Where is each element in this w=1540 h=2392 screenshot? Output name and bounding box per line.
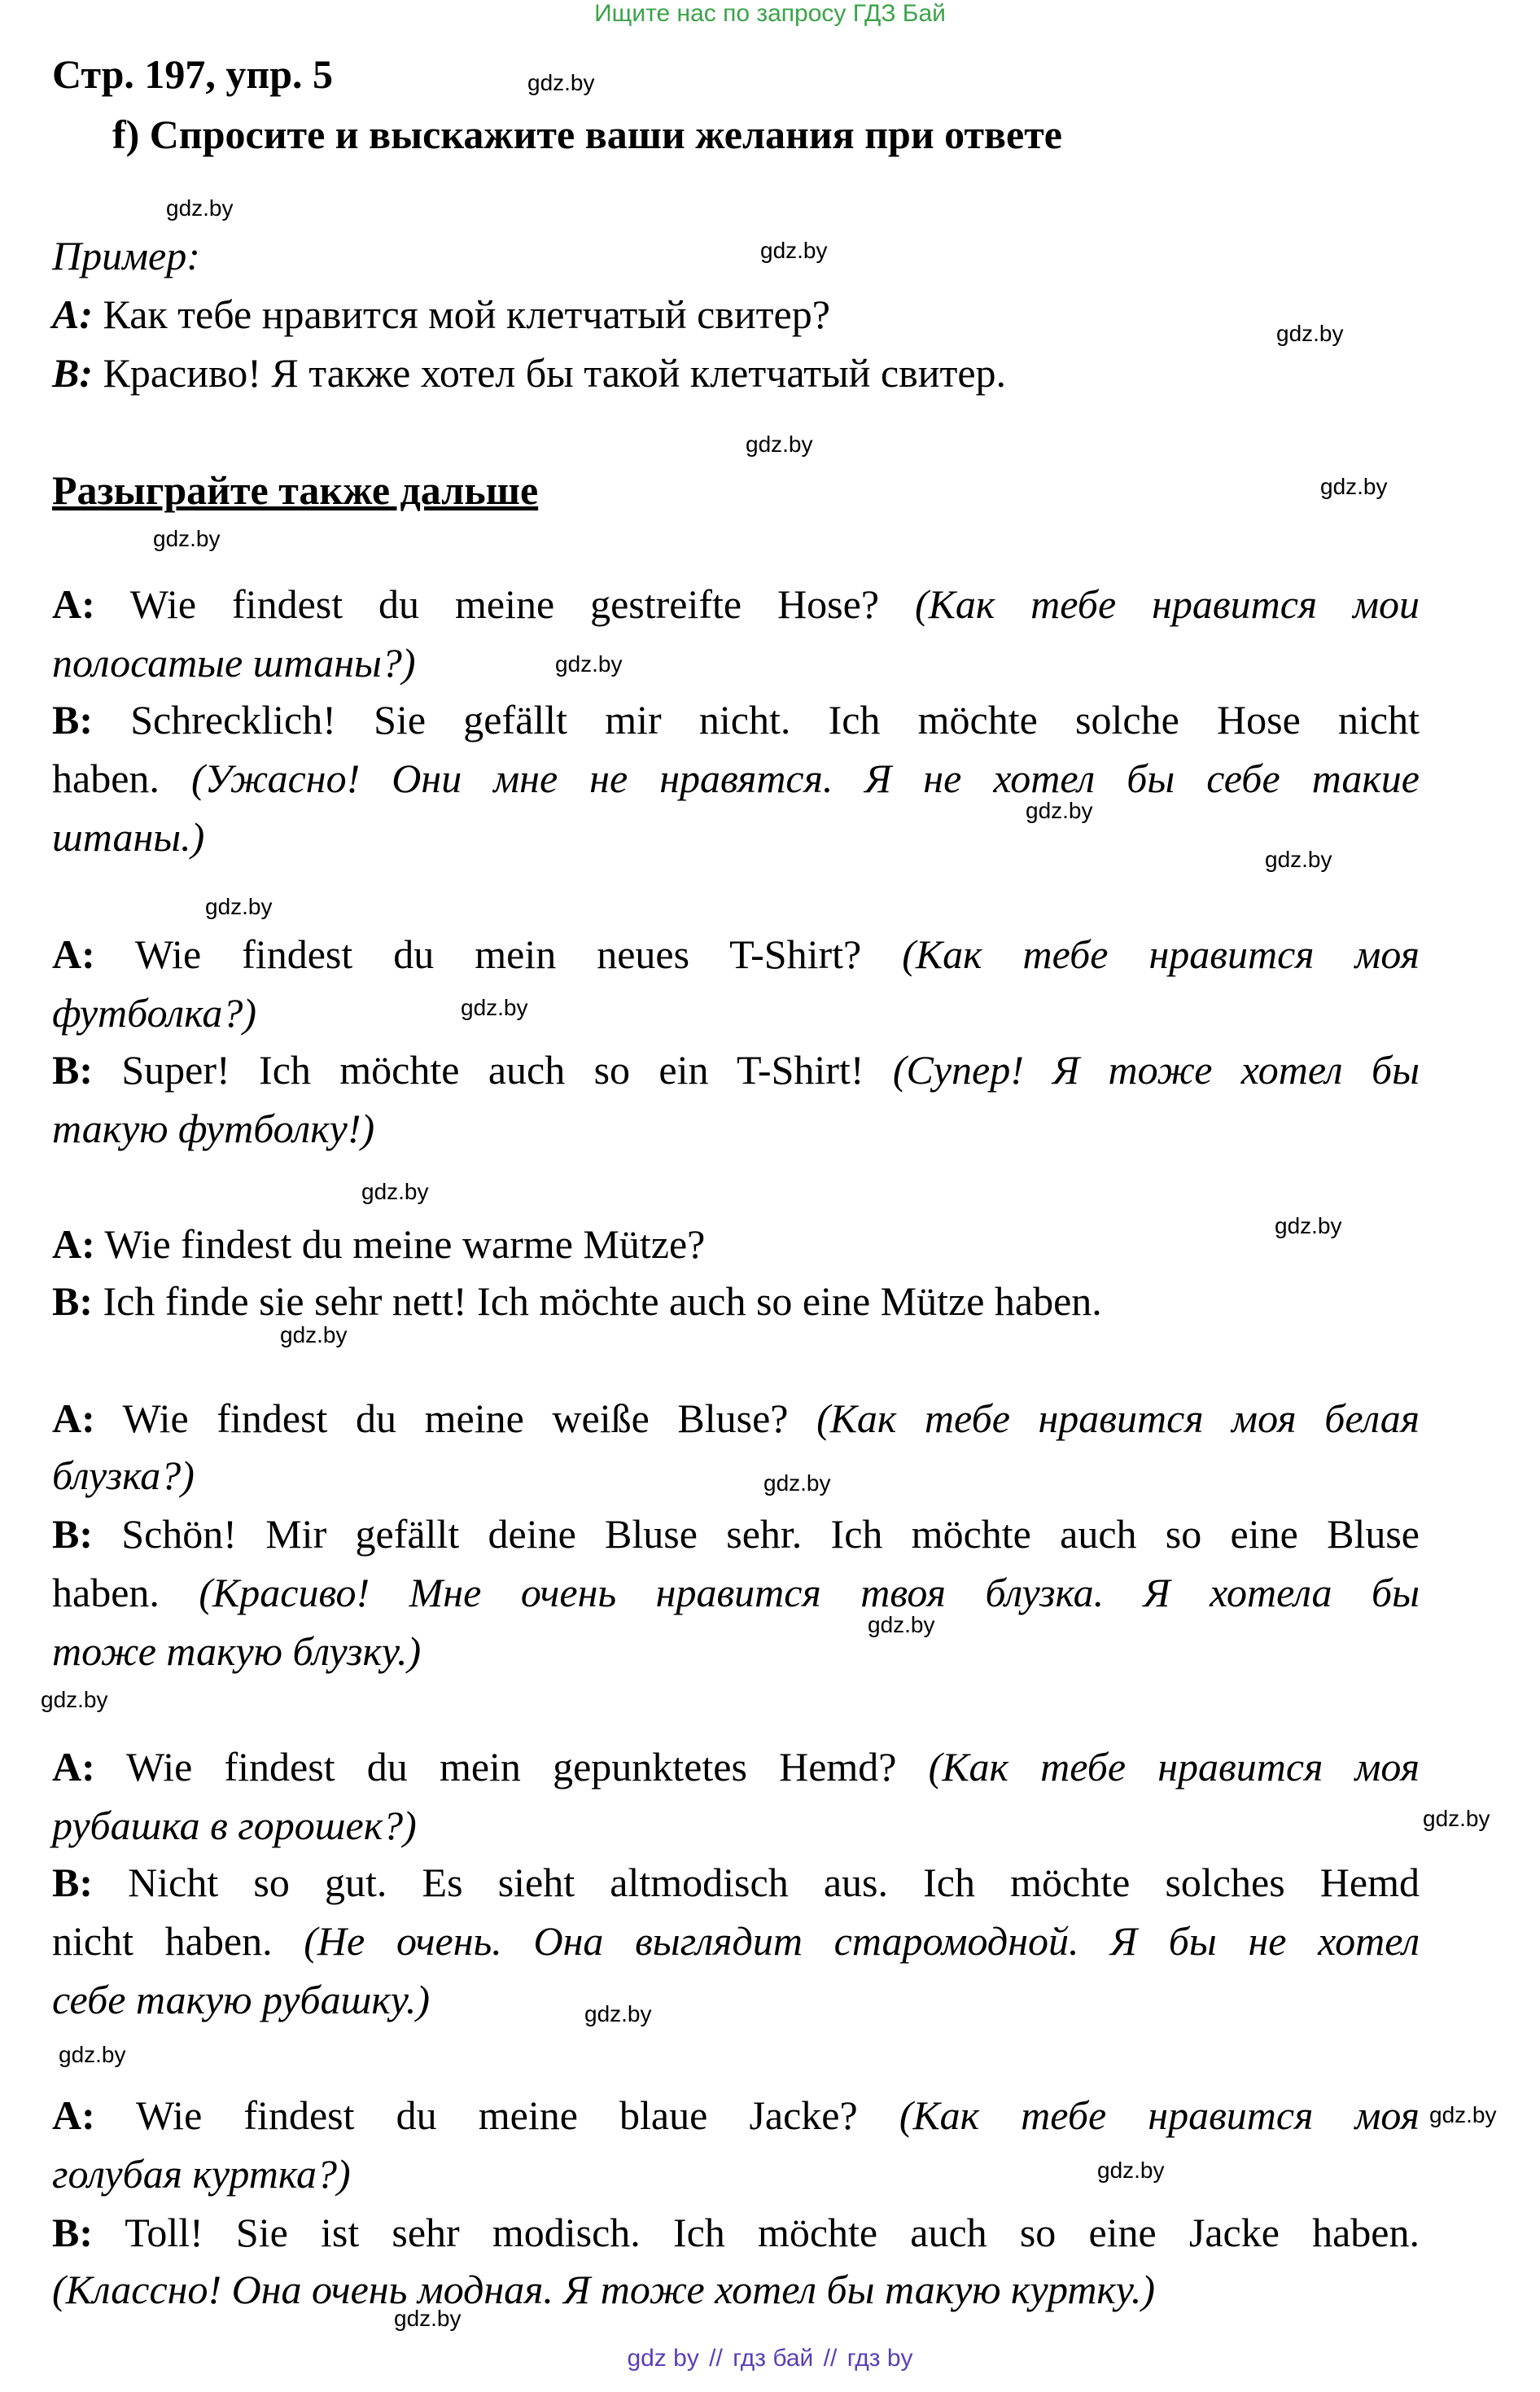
german-text: Wie findest du meine weiße Bluse? <box>94 1395 817 1441</box>
german-text: Toll! Sie ist sehr modisch. Ich möchte auch so eine Jacke haben. <box>93 2210 1420 2255</box>
speaker-b-label: B: <box>52 1047 93 1093</box>
watermark: gdz.by <box>760 238 828 263</box>
watermark: gdz.by <box>868 1612 935 1637</box>
german-text: Nicht so gut. Es sieht altmodisch aus. Ich möchte solches Hemd <box>93 1860 1420 1905</box>
russian-translation: (Как тебе нравится моя <box>928 1744 1420 1790</box>
watermark: gdz.by <box>166 195 234 221</box>
speaker-b-label: B: <box>52 1278 93 1324</box>
watermark: gdz.by <box>555 651 623 677</box>
speaker-b-label: B: <box>52 697 93 743</box>
dialog-2-b-line-1 <box>52 1040 1420 1099</box>
dialog-5-b-line-3: себе такую рубашку.) <box>52 1977 430 2022</box>
example-line-a <box>52 285 1420 344</box>
russian-translation: (Ужасно! Они мне не нравятся. Я не хотел бы себе такие <box>190 756 1420 801</box>
dialog-4-b-line-3: тоже такую блузку.) <box>52 1628 422 1674</box>
watermark: gdz.by <box>1276 321 1344 346</box>
bottom-banner-item[interactable]: гдз бай <box>733 2345 814 2372</box>
example-a-text: Как тебе нравится мой клетчатый свитер? <box>93 291 830 337</box>
german-text: Schön! Mir gefällt deine Bluse sehr. Ich möchte auch so eine Bluse <box>93 1511 1420 1557</box>
german-text: Wie findest du meine warme Mütze? <box>94 1221 706 1267</box>
german-text: Wie findest du meine blaue Jacke? <box>94 2092 899 2138</box>
bottom-banner-item[interactable]: гдз by <box>847 2345 913 2372</box>
dialog-2-b-line-2: такую футболку!) <box>52 1106 375 1151</box>
dialog-6-a-line-1 <box>52 2086 1420 2144</box>
german-text: Schrecklich! Sie gefällt mir nicht. Ich möchte solche Hose nicht <box>93 697 1420 743</box>
watermark: gdz.by <box>205 894 273 919</box>
watermark: gdz.by <box>746 432 813 457</box>
watermark: gdz.by <box>1265 847 1332 872</box>
german-text: Ich finde sie sehr nett! Ich möchte auch so eine Mütze haben. <box>93 1278 1102 1324</box>
watermark: gdz.by <box>1429 2102 1497 2127</box>
example-label: Пример: <box>52 233 200 278</box>
watermark: gdz.by <box>1026 798 1093 823</box>
dialog-5-a-line-1 <box>52 1737 1420 1796</box>
speaker-a-label: A: <box>52 1221 95 1267</box>
dialog-6-a-line-2: голубая куртка?) <box>52 2151 351 2197</box>
speaker-a-label: A: <box>52 931 95 977</box>
dialog-3-a-line-1 <box>52 1215 1420 1273</box>
russian-translation: (Как тебе нравится моя <box>899 2092 1420 2138</box>
russian-translation: (Как тебе нравится мои <box>914 581 1420 627</box>
page-title: Стр. 197, упр. 5 <box>52 51 334 97</box>
dialog-4-b-line-1 <box>52 1505 1420 1563</box>
dialog-1-b-line-3: штаны.) <box>52 814 205 860</box>
german-text: haben. <box>52 1570 199 1615</box>
exercise-subtitle: f) Спросите и выскажите ваши желания при ответе <box>112 112 1062 157</box>
speaker-a-label: A: <box>52 2092 95 2138</box>
russian-translation: (Как тебе нравится моя белая <box>816 1395 1420 1441</box>
russian-translation: (Не очень. Она выглядит старомодной. Я бы не хотел <box>304 1918 1420 1964</box>
watermark: gdz.by <box>1097 2158 1165 2183</box>
bottom-banner <box>0 2345 1540 2372</box>
dialog-2-a-line-1 <box>52 925 1420 984</box>
speaker-b-label: B: <box>52 1511 93 1557</box>
russian-translation: (Супер! Я тоже хотел бы <box>892 1047 1420 1093</box>
example-line-b <box>52 344 1420 402</box>
watermark: gdz.by <box>763 1470 831 1496</box>
dialog-3-b-line-1 <box>52 1272 1420 1330</box>
dialog-4-a-line-2: блузка?) <box>52 1452 195 1498</box>
watermark: gdz.by <box>41 1687 108 1712</box>
dialog-1-b-line-2 <box>52 749 1420 808</box>
speaker-a-label: A: <box>52 1744 95 1790</box>
watermark: gdz.by <box>280 1322 348 1347</box>
german-text: Wie findest du mein gepunktetes Hemd? <box>94 1744 929 1790</box>
watermark: gdz.by <box>153 526 221 551</box>
dialog-6-b-line-1 <box>52 2203 1420 2262</box>
speaker-a-label: A: <box>52 291 93 337</box>
watermark: gdz.by <box>1423 1806 1490 1831</box>
section-heading: Разыграйте также дальше <box>52 467 539 513</box>
dialog-1-a-line-2: полосатые штаны?) <box>52 640 416 686</box>
watermark: gdz.by <box>461 995 528 1020</box>
dialog-5-b-line-1 <box>52 1853 1420 1912</box>
watermark: gdz.by <box>527 70 595 95</box>
dialog-4-b-line-2 <box>52 1563 1420 1622</box>
dialog-6-b-line-2: (Классно! Она очень модная. Я тоже хотел бы такую куртку.) <box>52 2267 1156 2312</box>
watermark: gdz.by <box>59 2042 126 2067</box>
bottom-banner-separator: // <box>709 2345 723 2372</box>
watermark: gdz.by <box>584 2001 652 2026</box>
speaker-a-label: A: <box>52 1395 95 1441</box>
dialog-5-a-line-2: рубашка в горошек?) <box>52 1803 417 1848</box>
speaker-b-label: B: <box>52 2210 93 2255</box>
speaker-a-label: A: <box>52 581 95 627</box>
dialog-1-a-line-1 <box>52 575 1420 633</box>
german-text: Wie findest du meine gestreifte Hose? <box>94 581 915 627</box>
watermark: gdz.by <box>1320 474 1388 499</box>
watermark: gdz.by <box>1275 1213 1342 1238</box>
bottom-banner-item[interactable]: gdz by <box>627 2345 699 2372</box>
watermark: gdz.by <box>394 2306 462 2331</box>
russian-translation: (Красиво! Мне очень нравится твоя блузка. Я хотела бы <box>199 1570 1420 1615</box>
german-text: nicht haben. <box>52 1918 304 1964</box>
russian-translation: (Как тебе нравится моя <box>902 931 1420 977</box>
german-text: Super! Ich möchte auch so ein T-Shirt! <box>93 1047 893 1093</box>
watermark: gdz.by <box>361 1179 429 1204</box>
example-b-text: Красиво! Я также хотел бы такой клетчатый свитер. <box>93 350 1007 396</box>
speaker-b-label: B: <box>52 350 93 396</box>
german-text: Wie findest du mein neues T-Shirt? <box>94 931 903 977</box>
dialog-5-b-line-2 <box>52 1912 1420 1970</box>
dialog-4-a-line-1 <box>52 1389 1420 1448</box>
german-text: haben. <box>52 756 191 801</box>
dialog-1-b-line-1 <box>52 690 1420 749</box>
dialog-2-a-line-2: футболка?) <box>52 990 256 1036</box>
speaker-b-label: B: <box>52 1860 93 1905</box>
bottom-banner-separator: // <box>823 2345 838 2372</box>
top-banner: Ищите нас по запросу ГДЗ Бай <box>594 0 946 27</box>
